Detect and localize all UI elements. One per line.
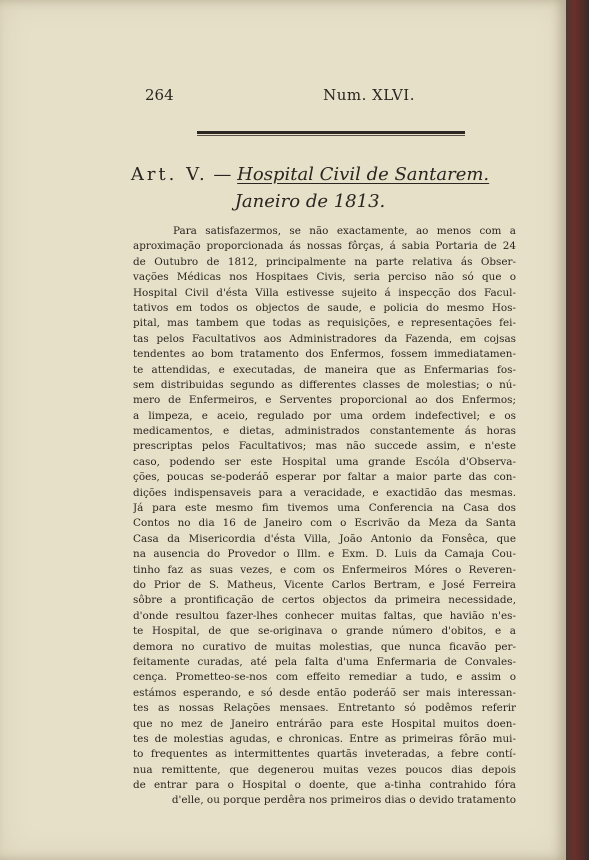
body-line: tinho faz as suas vezes, e com os Enfermeiros Móres o Reveren-	[133, 563, 516, 576]
body-line: nua remittente, que degenerou muitas vezes poucos dias depois	[133, 763, 516, 776]
body-line: sôbre a prontificação de certos objectos da primeira necessidade,	[133, 594, 516, 607]
article-heading	[120, 162, 500, 216]
body-line: pital, mas tambem que todas as requisições, e representações fei-	[133, 317, 516, 330]
article-date: Janeiro de 1813.	[234, 191, 386, 212]
body-line: sem distribuidas segundo as differentes classes de molestias; o nú-	[133, 378, 516, 391]
body-line: vações Médicas nos Hospitaes Civis, seria perciso não só que o	[133, 271, 516, 284]
body-line: demora no curativo de muitas molestias, que nunca ficavão per-	[133, 640, 516, 653]
body-line: a limpeza, e aceio, regulado por uma ordem indefectivel; e os	[133, 409, 516, 422]
body-line: que no mez de Janeiro entrárão para este Hospital muitos doen-	[133, 717, 516, 730]
body-line: Contos no dia 16 de Janeiro com o Escrivão da Meza da Santa	[133, 517, 516, 530]
body-line: de entrar para o Hospital o doente, que a-tinha contrahido fóra	[133, 779, 516, 792]
header-rule	[197, 131, 465, 134]
body-line: d'onde resultou fazer-lhes conhecer muitas faltas, que havião n'es-	[133, 609, 516, 622]
body-line: te attendidas, e executadas, de maneira que as Enfermarias fos-	[133, 363, 516, 376]
body-line: Hospital Civil d'ésta Villa estivesse sujeito á inspecção dos Facul-	[133, 286, 516, 299]
body-line: tas pelos Facultativos aos Administradores da Fazenda, em cojsas	[133, 332, 516, 345]
page-number: 264	[145, 86, 174, 104]
body-line: prescriptas pelos Facultativos; mas não succede assim, e n'este	[133, 440, 516, 453]
running-title: Num. XLVI.	[323, 86, 415, 104]
body-line: na ausencia do Provedor o Illm. e Exm. D. Luis da Camaja Cou-	[133, 548, 516, 561]
body-line: tativos em todos os objectos de saude, e policia do mesmo Hos-	[133, 301, 516, 314]
body-line: medicamentos, e dietas, administrados constantemente ás horas	[133, 425, 516, 438]
article-heading-line	[120, 162, 500, 188]
body-line: tendentes ao bom tratamento dos Enfermos, fossem immediatamen-	[133, 348, 516, 361]
body-line: Casa da Misericordia d'ésta Villa, João Antonio da Fonsêca, que	[133, 532, 516, 545]
body-line: dições indispensaveis para a veracidade, e exactidão das mesmas.	[133, 486, 516, 499]
body-line: Já para este mesmo fim tivemos uma Conferencia na Casa dos	[133, 502, 516, 515]
body-line: d'elle, ou porque perdêra nos primeiros dias o devido tratamento	[171, 794, 516, 807]
article-dash: —	[213, 164, 232, 185]
body-line: caso, podendo ser este Hospital uma grande Escóla d'Observa-	[133, 455, 516, 468]
body-line: tes as nossas Relações mensaes. Entretanto só podêmos referir	[133, 702, 516, 715]
article-body	[133, 224, 516, 809]
body-line: feitamente curadas, até pela falta d'uma Enfermaria de Convales-	[133, 655, 516, 668]
body-line: estámos esperando, e só desde então poderáõ ser mais interessan-	[133, 686, 516, 699]
article-label: Art. V.	[130, 164, 208, 185]
body-line: aproximação proporcionada ás nossas fôrças, á sabia Portaria de 24	[133, 240, 516, 253]
header-rule-thin	[197, 135, 465, 136]
article-title: Hospital Civil de Santarem.	[237, 164, 490, 185]
body-line: ções, poucas se-poderáõ esperar por faltar a maior parte das con-	[133, 471, 516, 484]
body-line: te Hospital, de que se-originava o grande número d'obitos, e a	[133, 625, 516, 638]
body-line: to frequentes as intermittentes quartãs inveteradas, a febre contí-	[133, 748, 516, 761]
body-line: Para satisfazermos, se não exactamente, ao menos com a	[173, 225, 516, 237]
body-line: mero de Enfermeiros, e Serventes proporcional ao dos Enfermos;	[133, 394, 516, 407]
body-line: cença. Prometteo-se-nos com effeito remediar a tudo, e assim o	[133, 671, 516, 684]
body-line: tes de molestias agudas, e chronicas. Entre as primeiras fôrão mui-	[133, 732, 516, 745]
body-line: do Prior de S. Matheus, Vicente Carlos Bertram, e José Ferreira	[133, 578, 516, 591]
body-line: de Outubro de 1812, principalmente na parte relativa ás Obser-	[133, 255, 516, 268]
adjacent-page-edge	[566, 0, 589, 860]
